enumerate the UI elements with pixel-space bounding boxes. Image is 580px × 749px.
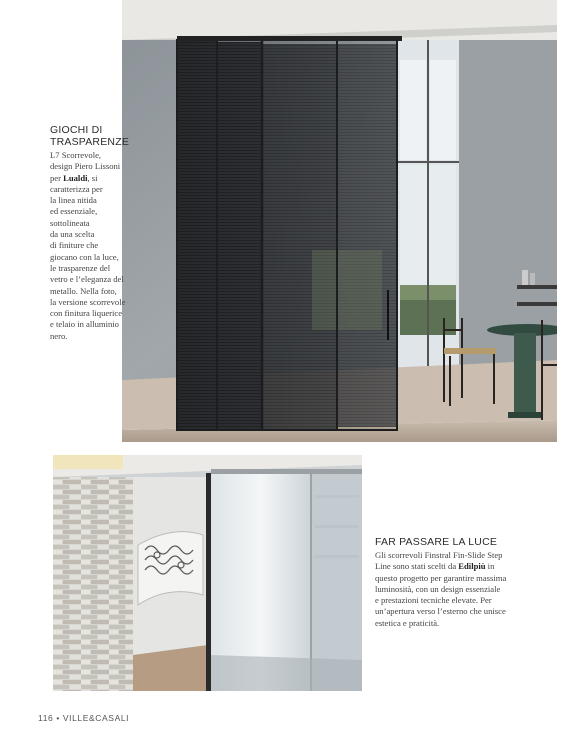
caption-line: le trasparenze del bbox=[50, 262, 111, 273]
caption-line: luminosità, con un design essenziale bbox=[375, 583, 501, 594]
caption-text: Line sono stati scelti da bbox=[375, 561, 459, 572]
caption-title-line: TRASPARENZE bbox=[50, 136, 130, 148]
caption-line: giocano con la luce, bbox=[50, 251, 119, 262]
caption-line: questo progetto per garantire massima bbox=[375, 572, 507, 583]
caption-text: , si bbox=[87, 172, 98, 183]
caption-line bbox=[50, 173, 126, 184]
caption-line: caratterizza per bbox=[50, 183, 103, 194]
caption-line: un’apertura verso l’esterno che unisce bbox=[375, 606, 506, 617]
caption-line: design Piero Lissoni bbox=[50, 161, 121, 172]
caption-line: estetica e praticità. bbox=[375, 617, 440, 628]
page-folio bbox=[38, 713, 129, 723]
caption-line bbox=[375, 561, 525, 572]
caption-line: nero. bbox=[50, 330, 68, 341]
caption-line: la linea nitida bbox=[50, 195, 97, 206]
caption-line: L7 Scorrevole, bbox=[50, 150, 102, 160]
caption-line: e prestazioni tecniche elevate. Per bbox=[375, 595, 492, 606]
caption-line: metallo. Nella foto, bbox=[50, 285, 117, 296]
caption-line: vetro e l’eleganza del bbox=[50, 274, 124, 285]
folio-separator: • bbox=[56, 713, 60, 723]
caption-line: da una scelta bbox=[50, 229, 95, 240]
brand-name-lualdi: Lualdi bbox=[63, 172, 88, 183]
caption-body bbox=[50, 150, 126, 342]
caption-title: FAR PASSARE LA LUCE bbox=[375, 536, 498, 548]
caption-line: con finitura liquerice bbox=[50, 308, 123, 319]
caption-giochi-di-trasparenze bbox=[50, 124, 130, 342]
brand-name-edilpiu: Edilpiù bbox=[458, 561, 486, 572]
caption-line: Gli scorrevoli Finstral Fin-Slide Step bbox=[375, 550, 503, 560]
caption-far-passare-la-luce bbox=[375, 536, 525, 629]
caption-text: in bbox=[485, 561, 495, 572]
caption-body bbox=[375, 550, 525, 629]
caption-line: sottolineata bbox=[50, 217, 90, 228]
photo-sliding-doors-interior bbox=[122, 0, 557, 442]
caption-title-line: GIOCHI DI bbox=[50, 124, 103, 136]
caption-line: ed essenziale, bbox=[50, 206, 98, 217]
page-number: 116 bbox=[38, 713, 54, 723]
magazine-name: VILLE&CASALI bbox=[62, 713, 130, 723]
caption-line: la versione scorrevole bbox=[50, 296, 126, 307]
caption-line: e telaio in alluminio bbox=[50, 319, 119, 330]
photo-sliding-glass-stone-wall bbox=[53, 455, 362, 691]
caption-title bbox=[50, 124, 130, 148]
caption-text: per bbox=[50, 172, 64, 183]
caption-line: di finiture che bbox=[50, 240, 99, 251]
